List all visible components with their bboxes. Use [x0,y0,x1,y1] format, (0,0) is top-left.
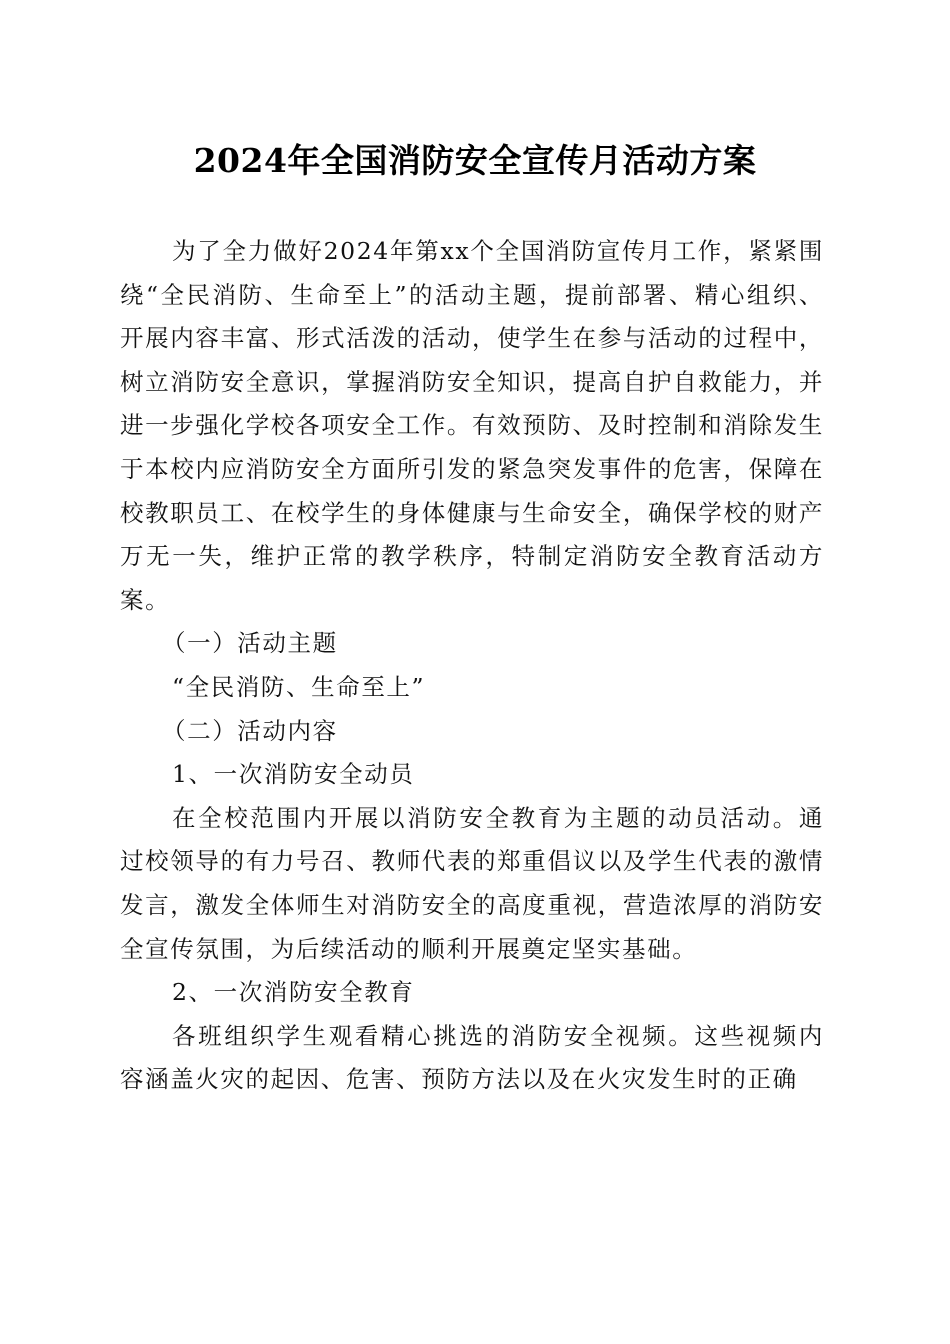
item-heading-mobilization: 1、一次消防安全动员 [172,760,415,789]
document-body [120,230,824,1102]
mobilization-paragraph: 在全校范围内开展以消防安全教育为主题的动员活动。通过校领导的有力号召、教师代表的郑重倡议以及学生代表的激情发言，激发全体师生对消防安全的高度重视，营造浓厚的消防安全宣传氛围，为后续活动的顺利开展奠定坚实基础。 [120,803,824,963]
item-heading-education: 2、一次消防安全教育 [172,978,415,1007]
intro-paragraph: 为了全力做好2024年第xx个全国消防宣传月工作，紧紧围绕“全民消防、生命至上”的活动主题，提前部署、精心组织、开展内容丰富、形式活泼的活动，使学生在参与活动的过程中，树立消防安全意识，掌握消防安全知识，提高自护自救能力，并进一步强化学校各项安全工作。有效预防、及时控制和消除发生于本校内应消防安全方面所引发的紧急突发事件的危害，保障在校教职员工、在校学生的身体健康与生命安全，确保学校的财产万无一失，维护正常的教学秩序，特制定消防安全教育活动方案。 [120,237,824,614]
document-title: 2024年全国消防安全宣传月活动方案 [193,141,757,180]
section-heading-theme: （一）活动主题 [162,629,338,658]
education-paragraph: 各班组织学生观看精心挑选的消防安全视频。这些视频内容涵盖火灾的起因、危害、预防方法以及在火灾发生时的正确 [120,1021,824,1094]
section-heading-content: （二）活动内容 [162,716,338,745]
theme-text: “全民消防、生命至上” [172,672,426,701]
